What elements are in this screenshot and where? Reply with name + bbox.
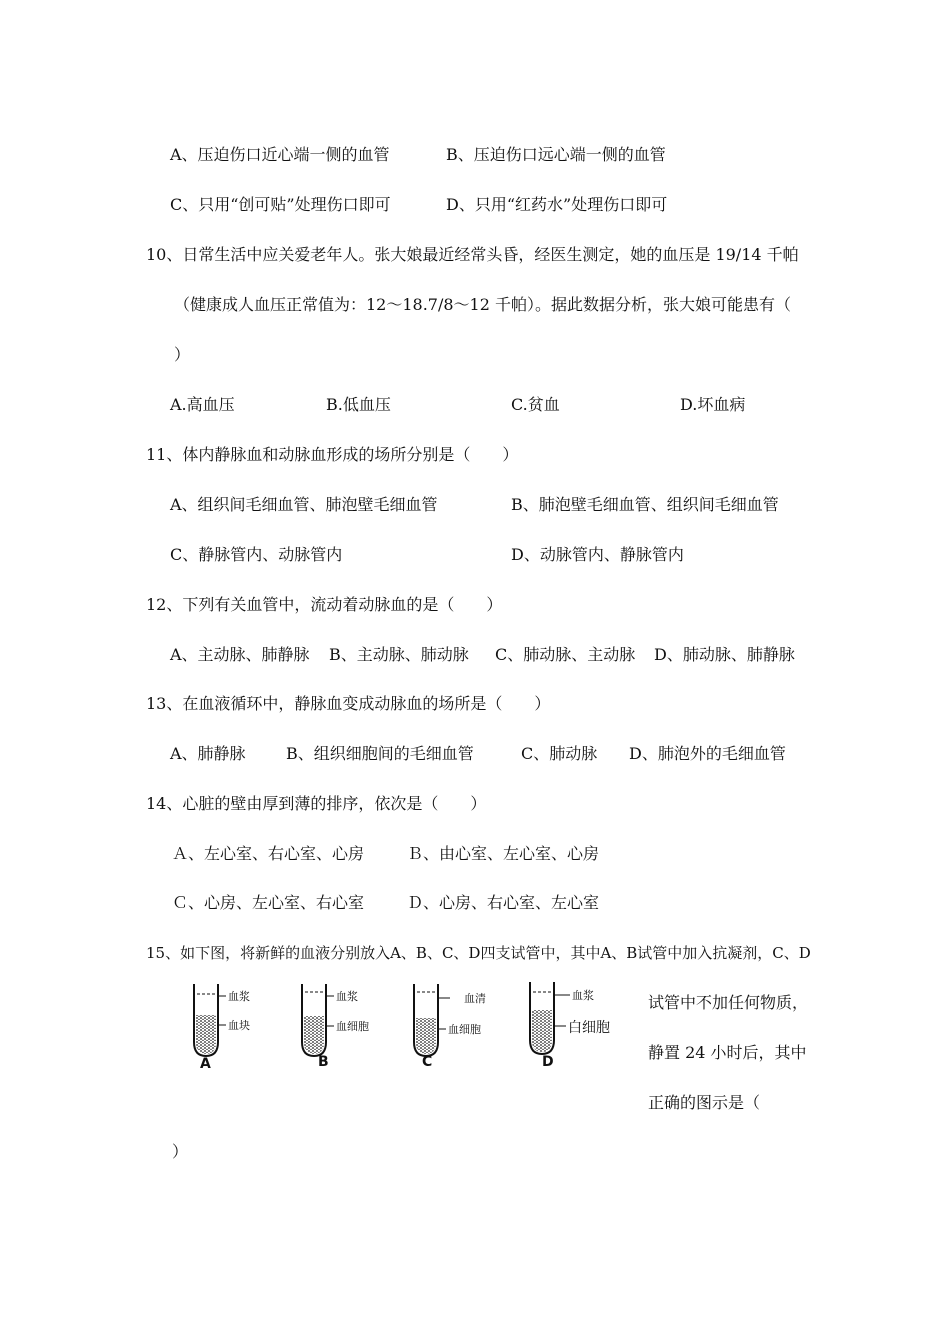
tube-c-top-label: 血清 xyxy=(464,992,486,1005)
q10-stem-line1: 10、日常生活中应关爱老年人。张大娘最近经常头昏，经医生测定，她的血压是 19/14 千帕 xyxy=(146,245,799,264)
q10-option-a: A.高血压 xyxy=(170,395,235,414)
q9-option-d: D、只用“红药水”处理伤口即可 xyxy=(446,195,668,214)
q15-side-line3: 正确的图示是（ xyxy=(648,1093,761,1112)
q9-option-a: A、压迫伤口近心端一侧的血管 xyxy=(170,145,390,164)
q11-option-a: A、组织间毛细血管、肺泡壁毛细血管 xyxy=(170,495,438,514)
q15-side-line1: 试管中不加任何物质， xyxy=(648,993,809,1012)
tube-d-top-label: 血浆 xyxy=(572,989,594,1002)
q14-stem: 14、心脏的壁由厚到薄的排序，依次是（ ） xyxy=(146,794,487,813)
q12-option-d: D、肺动脉、肺静脉 xyxy=(654,645,795,664)
q10-option-c: C.贫血 xyxy=(511,395,560,414)
q11-option-d: D、动脉管内、静脉管内 xyxy=(511,545,684,564)
tube-c-bottom-label: 血细胞 xyxy=(448,1023,481,1036)
q10-stem-line3: ） xyxy=(174,345,191,364)
tube-a-letter: A xyxy=(200,1056,211,1070)
tube-d-letter: D xyxy=(542,1054,554,1070)
q9-option-b: B、压迫伤口远心端一侧的血管 xyxy=(446,145,666,164)
test-tube-figure xyxy=(180,978,630,1070)
q10-stem-line2: （健康成人血压正常值为：12～18.7/8～12 千帕）。据此数据分析，张大娘可能患有（ xyxy=(174,295,792,314)
q9-option-c: C、只用“创可贴”处理伤口即可 xyxy=(170,195,391,214)
tube-b-top-label: 血浆 xyxy=(336,990,358,1003)
q10-option-d: D.坏血病 xyxy=(680,395,746,414)
q14-option-b: Ｂ、由心室、左心室、心房 xyxy=(407,844,600,863)
tube-d-bottom-label: 白细胞 xyxy=(568,1020,610,1036)
test-tube-c xyxy=(414,984,486,1070)
q15-stem-line1: 15、如下图，将新鲜的血液分别放入A、B、C、D四支试管中，其中A、B试管中加入抗凝剂，C、D xyxy=(146,944,811,962)
q14-option-a: Ａ、左心室、右心室、心房 xyxy=(172,844,365,863)
q11-stem: 11、体内静脉血和动脉血形成的场所分别是（ ） xyxy=(146,445,519,464)
q13-option-b: B、组织细胞间的毛细血管 xyxy=(286,744,474,763)
q13-option-c: C、肺动脉 xyxy=(521,744,598,763)
q13-stem: 13、在血液循环中，静脉血变成动脉血的场所是（ ） xyxy=(146,694,551,713)
q11-option-b: B、肺泡壁毛细血管、组织间毛细血管 xyxy=(511,495,779,514)
q12-option-b: B、主动脉、肺动脉 xyxy=(329,645,469,664)
q14-option-d: Ｄ、心房、右心室、左心室 xyxy=(407,893,600,912)
test-tube-a xyxy=(194,984,250,1070)
q12-option-c: C、肺动脉、主动脉 xyxy=(495,645,636,664)
q10-option-b: B.低血压 xyxy=(326,395,391,414)
q15-side-line2: 静置 24 小时后，其中 xyxy=(648,1043,807,1062)
q12-stem: 12、下列有关血管中，流动着动脉血的是（ ） xyxy=(146,595,503,614)
tube-b-letter: B xyxy=(318,1054,329,1070)
test-tube-d xyxy=(530,982,610,1070)
tube-a-bottom-label: 血块 xyxy=(228,1019,250,1032)
q11-option-c: C、静脉管内、动脉管内 xyxy=(170,545,343,564)
tube-b-bottom-label: 血细胞 xyxy=(336,1020,369,1033)
tube-c-letter: C xyxy=(422,1054,433,1070)
q13-option-a: A、肺静脉 xyxy=(170,744,246,763)
q14-option-c: Ｃ、心房、左心室、右心室 xyxy=(172,893,365,912)
q12-option-a: A、主动脉、肺静脉 xyxy=(170,645,310,664)
q13-option-d: D、肺泡外的毛细血管 xyxy=(629,744,786,763)
tube-a-top-label: 血浆 xyxy=(228,990,250,1003)
q15-stem-end: ） xyxy=(172,1142,189,1161)
test-tube-b xyxy=(302,984,369,1070)
